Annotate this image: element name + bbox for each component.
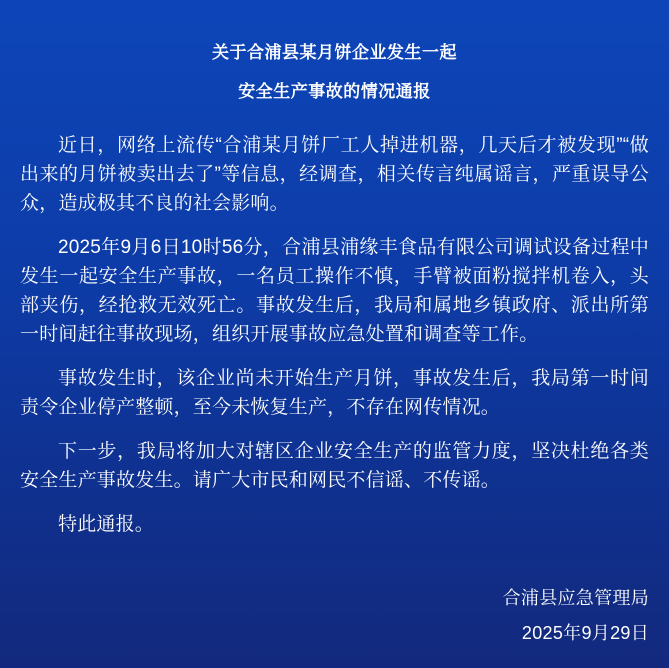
notice-paragraph-closing: 特此通报。 — [58, 514, 155, 535]
notice-paragraph-incident-details: 2025年9月6日10时56分，合浦县浦缘丰食品有限公司调试设备过程中发生一起安全生产事故，一名员工操作不慎，手臂被面粉搅拌机卷入，头部夹伤，经抢救无效死亡。事故发生后，我局和属地乡镇政府、派出所第一时间赶往事故现场，组织开展事故应急处置和调查等工作。 — [20, 237, 649, 345]
notice-paragraph-next-steps: 下一步，我局将加大对辖区企业安全生产的监管力度，坚决杜绝各类安全生产事故发生。请广大市民和网民不信谣、不传谣。 — [20, 441, 649, 491]
notice-date: 2025年9月29日 — [521, 623, 649, 643]
notice-title — [0, 0, 669, 103]
notice-footer — [0, 581, 669, 651]
notice-title-line-2: 安全生产事故的情况通报 — [238, 82, 431, 101]
notice-title-line-1: 关于合浦县某月饼企业发生一起 — [212, 43, 457, 62]
notice-signature: 合浦县应急管理局 — [502, 588, 649, 608]
notice-paragraph-rumor-summary: 近日，网络上流传“合浦某月饼厂工人掉进机器，几天后才被发现”“做出来的月饼被卖出去了”等信息，经调查，相关传言纯属谣言，严重误导公众，造成极其不良的社会影响。 — [20, 135, 649, 214]
notice-paragraph-production-status: 事故发生时，该企业尚未开始生产月饼，事故发生后，我局第一时间责令企业停产整顿，至今未恢复生产，不存在网传情况。 — [20, 368, 649, 418]
notice-body — [0, 131, 669, 539]
